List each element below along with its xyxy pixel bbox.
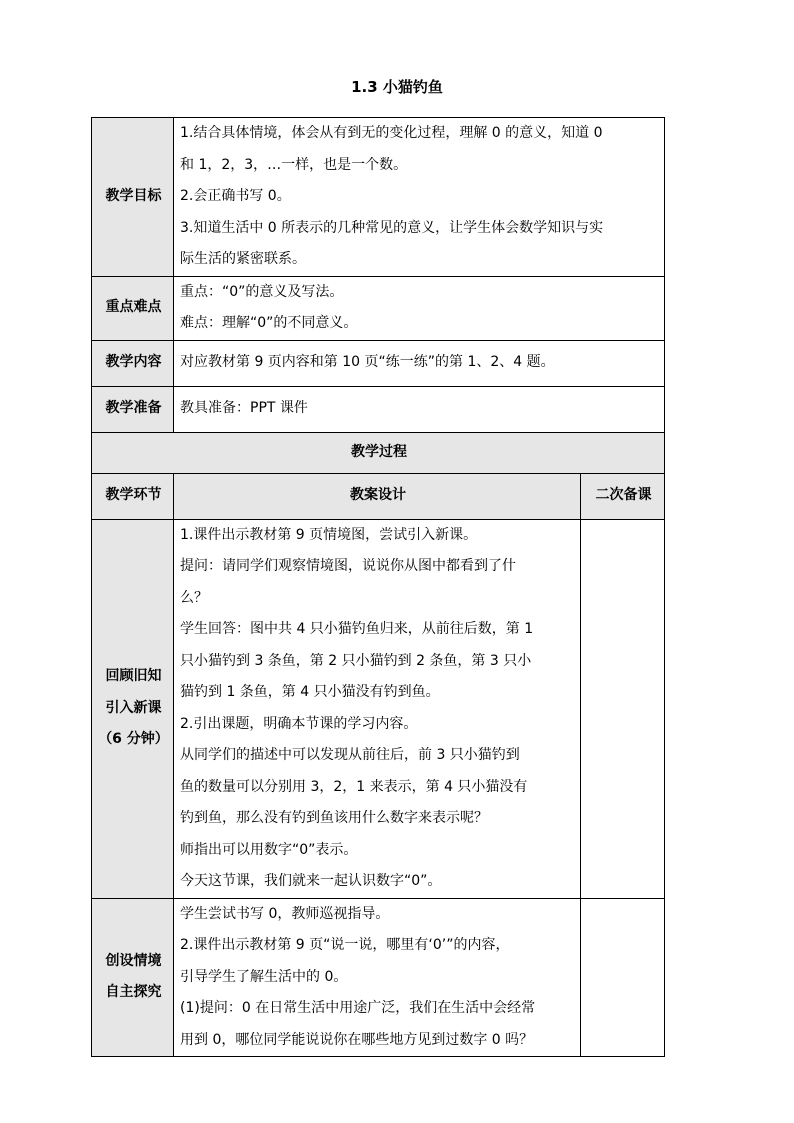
design-line: 今天这节课，我们就来一起认识数字“0”。 (180, 873, 442, 889)
goals-line: 和 1，2，3，…一样，也是一个数。 (180, 156, 408, 173)
preparation-text: 教具准备：PPT 课件 (174, 386, 665, 432)
goals-line: 1.结合具体情境，体会从有到无的变化过程，理解 0 的意义，知道 0 (180, 125, 603, 141)
goals-label: 教学目标 (92, 118, 174, 277)
section-label-line: 引入新课 (105, 699, 162, 716)
document-title: 1.3 小猫钓鱼 (351, 78, 443, 96)
design-line: 用到 0，哪位同学能说说你在哪些地方见到过数字 0 吗？ (180, 1031, 534, 1048)
goals-line: 2.会正确书写 0。 (180, 188, 291, 204)
design-line: 猫钓到 1 条鱼，第 4 只小猫没有钓到鱼。 (180, 684, 440, 700)
design-line: 师指出可以用数字“0”表示。 (180, 841, 358, 858)
design-line: 只小猫钓到 3 条鱼，第 2 只小猫钓到 2 条鱼，第 3 只小 (180, 652, 532, 669)
section-label-line: 自主探究 (105, 984, 162, 1001)
content-row (92, 340, 665, 386)
design-line: 鱼的数量可以分别用 3，2，1 来表示，第 4 只小猫没有 (180, 778, 528, 795)
section-design (174, 898, 581, 1057)
key-point-line: 难点：理解“0”的不同意义。 (180, 315, 358, 331)
design-line: 2.课件出示教材第 9 页“说一说，哪里有‘0’”的内容， (180, 937, 510, 953)
column-header-row (92, 473, 665, 519)
section-label-line: （6 分钟） (98, 731, 169, 748)
design-line: 1.课件出示教材第 9 页情境图，尝试引入新课。 (180, 526, 478, 543)
section-row-review (92, 519, 665, 898)
design-line: 2.引出课题，明确本节课的学习内容。 (180, 715, 418, 732)
column-header-stage: 教学环节 (92, 473, 174, 519)
design-line: 引导学生了解生活中的 0。 (180, 968, 348, 985)
goals-row (92, 118, 665, 277)
content-label: 教学内容 (92, 340, 174, 386)
design-line: 么？ (180, 589, 208, 606)
design-line: 学生尝试书写 0，教师巡视指导。 (180, 905, 390, 922)
lesson-plan-table (91, 117, 665, 1057)
process-heading: 教学过程 (92, 432, 665, 473)
key-points-label: 重点难点 (92, 276, 174, 340)
column-header-design: 教案设计 (174, 473, 581, 519)
second-prep-cell (581, 519, 665, 898)
second-prep-cell (581, 898, 665, 1057)
section-label (92, 898, 174, 1057)
section-design (174, 519, 581, 898)
section-label-line: 创设情境 (105, 952, 162, 969)
design-line: 从同学们的描述中可以发现从前往后，前 3 只小猫钓到 (180, 747, 520, 763)
design-line: 钓到鱼，那么没有钓到鱼该用什么数字来表示呢？ (180, 810, 488, 826)
design-line: (1)提问：0 在日常生活中用途广泛，我们在生活中会经常 (180, 1000, 536, 1016)
key-points-row (92, 276, 665, 340)
goals-line: 3.知道生活中 0 所表示的几种常见的意义，让学生体会数学知识与实 (180, 219, 604, 236)
goals-line: 际生活的紧密联系。 (180, 251, 306, 267)
key-point-line: 重点：“0”的意义及写法。 (180, 283, 344, 300)
preparation-row (92, 386, 665, 432)
section-row-explore (92, 898, 665, 1057)
design-line: 学生回答：图中共 4 只小猫钓鱼归来，从前往后数，第 1 (180, 621, 534, 637)
section-label (92, 519, 174, 898)
goals-content (174, 118, 665, 277)
section-label-line: 回顾旧知 (105, 668, 162, 685)
process-heading-row (92, 432, 665, 473)
design-line: 提问：请同学们观察情境图，说说你从图中都看到了什 (180, 558, 516, 574)
key-points-content (174, 276, 665, 340)
column-header-second-prep: 二次备课 (581, 473, 665, 519)
content-text: 对应教材第 9 页内容和第 10 页“练一练”的第 1、2、4 题。 (174, 340, 665, 386)
preparation-label: 教学准备 (92, 386, 174, 432)
